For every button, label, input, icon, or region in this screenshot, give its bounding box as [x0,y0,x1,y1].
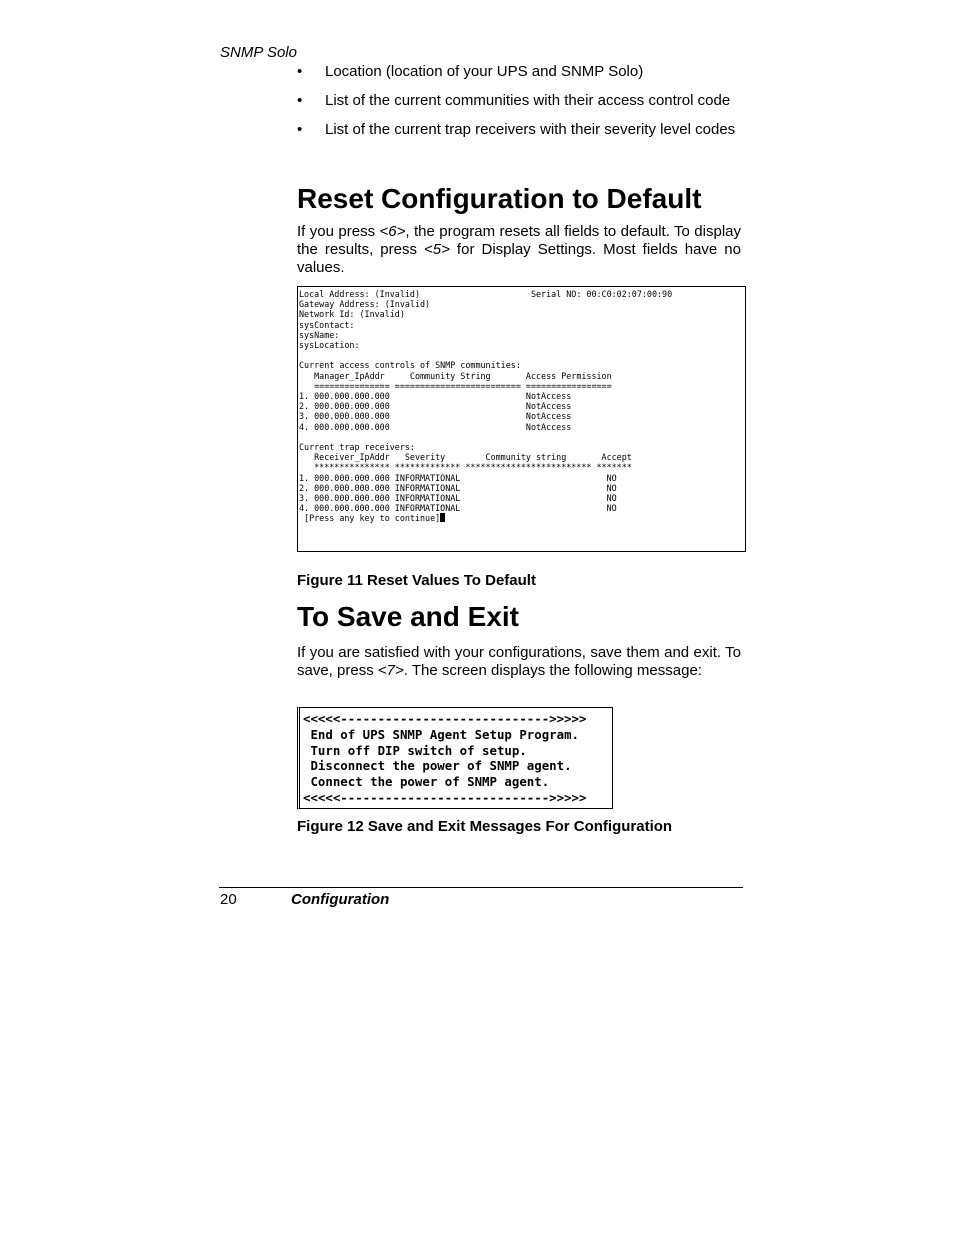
bullet-dot-icon: • [297,92,303,109]
footer-section-name: Configuration [291,891,390,908]
reset-para-text: If you press [297,223,380,240]
save-key-7: <7> [377,662,404,679]
bullet-dot-icon: • [297,63,303,80]
page-number: 20 [220,891,237,908]
bullet-item [297,121,741,139]
section-heading-reset: Reset Configuration to Default [297,183,702,214]
running-head: SNMP Solo [220,44,297,61]
save-exit-paragraph [297,644,741,680]
bullet-item [297,63,741,81]
bullet-text: List of the current communities with their access control code [325,92,731,109]
reset-paragraph [297,223,741,277]
reset-key-5: <5> [424,241,450,258]
save-exit-screenshot [297,707,613,809]
figure-12-caption: Figure 12 Save and Exit Messages For Configuration [297,818,673,835]
bullet-dot-icon: • [297,121,303,138]
footer-rule [219,887,743,888]
reset-key-6: <6> [379,223,406,240]
reset-para-text: for Display Settings. Most fields have no values. [297,241,741,276]
continue-prompt: [Press any key to continue] [299,513,441,524]
save-exit-screen-text: <<<<<---------------------------->>>>> End of UPS SNMP Agent Setup Program. Turn off DIP switch of setup. Disconnect the power of SNMP agent. Connect the power of SNMP agent. <<<<<---------------------------->>>>> [303,711,587,805]
reset-values-screenshot [297,286,746,552]
reset-para-text: , the program resets all fields to default. To display the results, press [297,223,741,258]
bullet-item [297,92,741,110]
section-heading-save-exit: To Save and Exit [297,601,519,632]
bullet-text: List of the current trap receivers with their severity level codes [325,121,736,138]
save-para-text: . The screen displays the following message: [403,662,702,679]
save-para-text: If you are satisfied with your configurations, save them and exit. To save, press [297,644,741,679]
reset-screen-text: Local Address: (Invalid) Serial NO: 00:C0:02:07:00:90 Gateway Address: (Invalid) Network Id: (Invalid) sysContact: sysName: sysLocation: Current access controls of SNMP communities: Manager_IpAddr Community String Access Permission =============== ========================= ================= 1. 000.000.000.000 NotAccess 2. 000.000.000.000 NotAccess 3. 000.000.000.000 NotAccess 4. 000.000.000.000 NotAccess Current trap receivers: Receiver_IpAddr Severity Community string Accept *************** ************* ************************* ******* 1. 000.000.000.000 INFORMATIONAL NO 2. 000.000.000.000 INFORMATIONAL NO 3. 000.000.000.000 INFORMATIONAL NO 4. 000.000.000.000 INFORMATIONAL NO [299,289,673,514]
cursor-icon [440,513,445,522]
figure-11-caption: Figure 11 Reset Values To Default [297,572,536,589]
bullet-text: Location (location of your UPS and SNMP Solo) [325,63,644,80]
bullet-list [297,63,741,150]
reset-screen-prompt-line [299,513,744,523]
